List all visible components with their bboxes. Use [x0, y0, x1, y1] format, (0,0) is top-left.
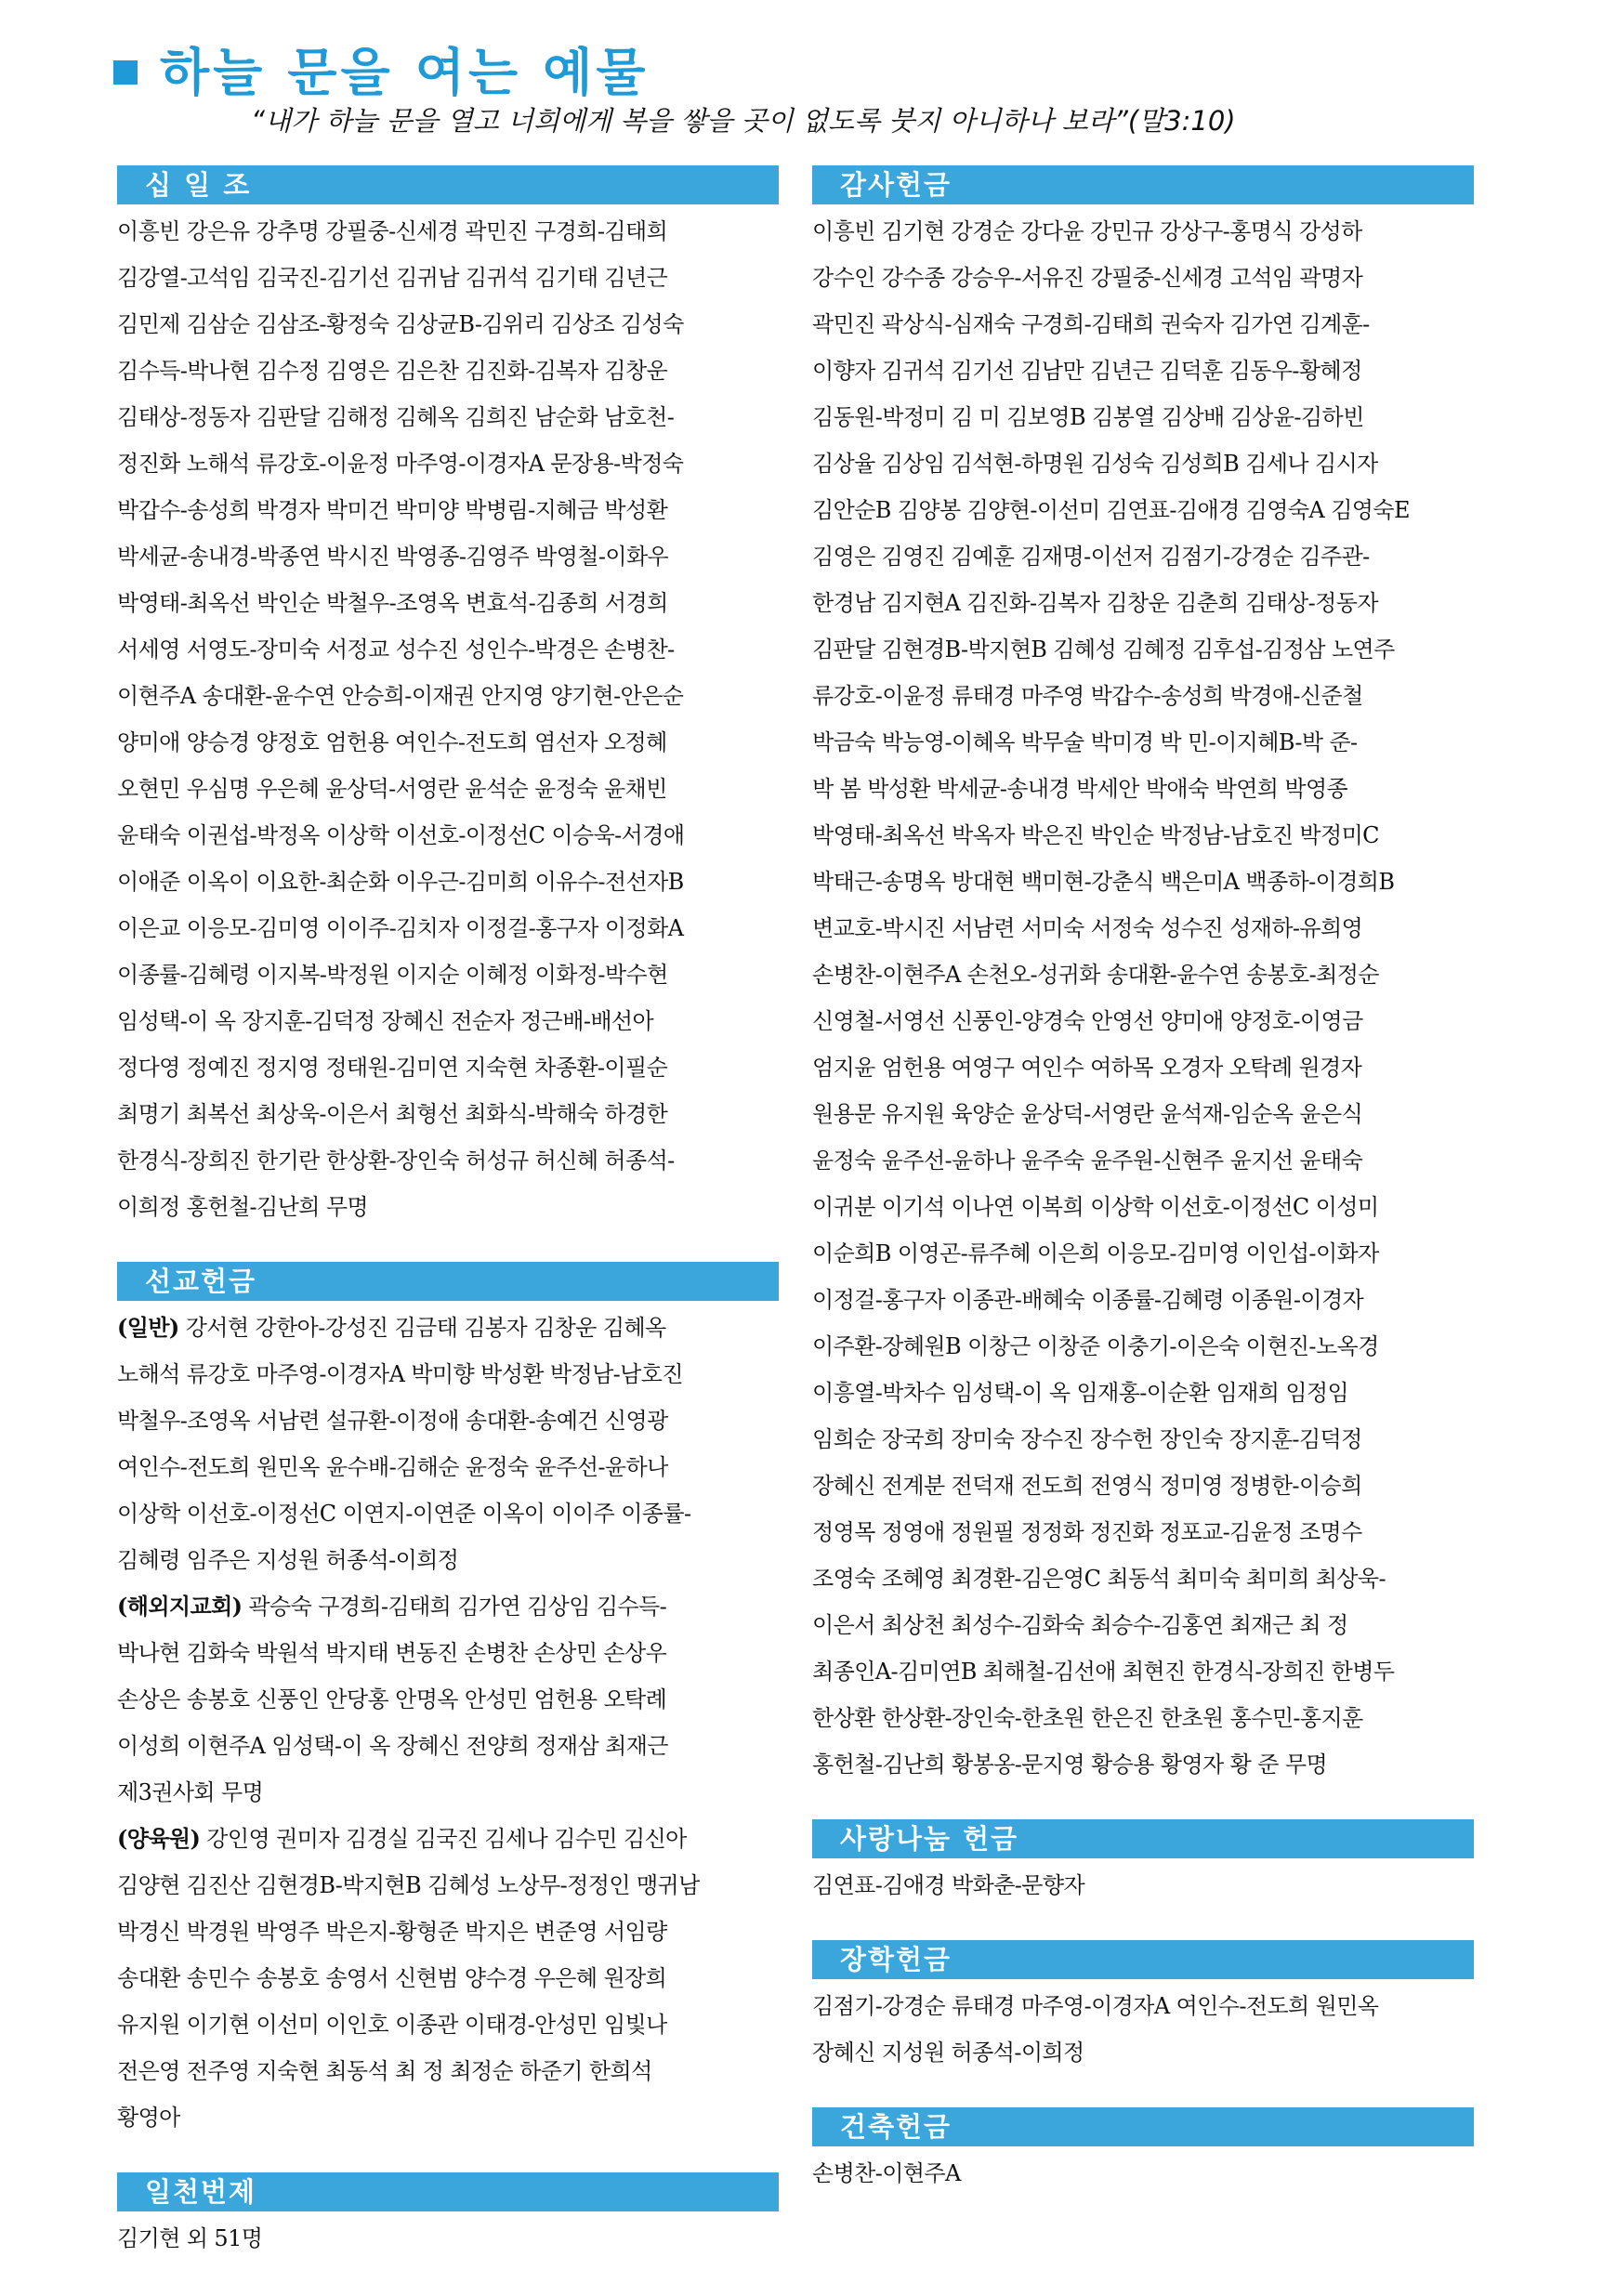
name-line: 노해석 류강호 마주영-이경자A 박미향 박성환 박정남-남호진 — [117, 1361, 683, 1387]
name-line: 박영태-최옥선 박인순 박철우-조영옥 변효석-김종희 서경희 — [117, 590, 668, 616]
name-line: 이흥열-박차수 임성택-이 옥 임재홍-이순환 임재희 임정임 — [812, 1380, 1349, 1406]
ilcheon-section — [117, 2172, 779, 2262]
name-line: 신영철-서영선 신풍인-양경숙 안영선 양미애 양정호-이영금 — [812, 1008, 1363, 1034]
name-line: 김안순B 김양봉 김양현-이선미 김연표-김애경 김영숙A 김영숙E — [812, 497, 1410, 523]
name-line: 장혜신 지성원 허종석-이희정 — [812, 2040, 1084, 2066]
name-line: 김연표-김애경 박화춘-문향자 — [812, 1872, 1085, 1898]
thanks-section — [812, 165, 1474, 1788]
name-line: 김태상-정동자 김판달 김해정 김혜옥 김희진 남순화 남호천- — [117, 404, 675, 430]
name-line — [117, 1583, 779, 1630]
name-line: 김점기-강경순 류태경 마주영-이경자A 여인수-전도희 원민옥 — [812, 1993, 1379, 2019]
name-line: 이귀분 이기석 이나연 이복희 이상학 이선호-이정선C 이성미 — [812, 1194, 1379, 1220]
name-line: 엄지윤 엄헌용 여영구 여인수 여하목 오경자 오탁례 원경자 — [812, 1055, 1362, 1081]
tithe-section — [117, 165, 779, 1230]
scholarship-section — [812, 1940, 1474, 2076]
name-line: 강수인 강수종 강승우-서유진 강필중-신세경 고석임 곽명자 — [812, 265, 1363, 291]
name-line: 류강호-이윤정 류태경 마주영 박갑수-송성희 박경애-신준철 — [812, 683, 1363, 709]
name-line: 김동원-박정미 김 미 김보영B 김봉열 김상배 김상윤-김하빈 — [812, 404, 1364, 430]
love-list — [812, 1862, 1474, 1909]
name-line: 김혜령 임주은 지성원 허종석-이희정 — [117, 1547, 459, 1573]
name-line: 장혜신 전계분 전덕재 전도희 전영식 정미영 정병한-이승희 — [812, 1473, 1362, 1499]
name-line — [117, 1305, 779, 1351]
name-line: 김기현 외 51명 — [117, 2225, 263, 2251]
name-line: 오현민 우심명 우은혜 윤상덕-서영란 윤석순 윤정숙 윤채빈 — [117, 776, 667, 802]
name-line: 이은교 이응모-김미영 이이주-김치자 이정걸-홍구자 이정화A — [117, 915, 684, 941]
name-line: 손상은 송봉호 신풍인 안당홍 안명옥 안성민 엄헌용 오탁례 — [117, 1686, 667, 1712]
name-line: 김판달 김현경B-박지현B 김혜성 김혜정 김후섭-김정삼 노연주 — [812, 636, 1395, 663]
mission-list — [117, 1305, 779, 2141]
name-line: 송대환 송민수 송봉호 송영서 신현범 양수경 우은혜 원장희 — [117, 1965, 667, 1991]
name-line: 정진화 노해석 류강호-이윤정 마주영-이경자A 문장용-박정숙 — [117, 451, 684, 477]
name-line: 손병찬-이현주A 손천오-성귀화 송대환-윤수연 송봉호-최정순 — [812, 962, 1379, 988]
tithe-header: 십 일 조 — [117, 165, 779, 204]
tithe-list — [117, 208, 779, 1230]
name-line: 제3권사회 무명 — [117, 1779, 264, 1805]
name-line: 윤태숙 이권섭-박정옥 이상학 이선호-이정선C 이승욱-서경애 — [117, 822, 685, 848]
name-line: 황영아 — [117, 2105, 180, 2131]
name-line: 이주환-장혜원B 이창근 이창준 이충기-이은숙 이현진-노옥경 — [812, 1333, 1379, 1359]
scholarship-header: 장학헌금 — [812, 1940, 1474, 1979]
name-line: 김양현 김진산 김현경B-박지현B 김혜성 노상무-정정인 맹귀남 — [117, 1872, 700, 1898]
building-list — [812, 2150, 1474, 2197]
bible-verse: “내가 하늘 문을 열고 너희에게 복을 쌓을 곳이 없도록 붓지 아니하나 보라”(말3:10) — [251, 105, 1236, 137]
name-line: 이은서 최상천 최성수-김화숙 최승수-김홍연 최재근 최 정 — [812, 1612, 1348, 1638]
name-line: 김강열-고석임 김국진-김기선 김귀남 김귀석 김기태 김년근 — [117, 265, 668, 291]
name-line: 박영태-최옥선 박옥자 박은진 박인순 박정남-남호진 박정미C — [812, 822, 1379, 848]
building-header: 건축헌금 — [812, 2107, 1474, 2146]
name-line: 원용문 유지원 육양순 윤상덕-서영란 윤석재-임순옥 윤은식 — [812, 1101, 1363, 1127]
name-line: 박세균-송내경-박종연 박시진 박영종-김영주 박영철-이화우 — [117, 544, 669, 570]
name-line: 박경신 박경원 박영주 박은지-황형준 박지은 변준영 서임량 — [117, 1919, 667, 1945]
name-line: 박 봄 박성환 박세균-송내경 박세안 박애숙 박연희 박영종 — [812, 776, 1348, 802]
love-section — [812, 1819, 1474, 1909]
group-line-text: 강서현 강한아-강성진 김금태 김봉자 김창운 김혜옥 — [185, 1315, 666, 1341]
building-section — [812, 2107, 1474, 2197]
name-line: 조영숙 조혜영 최경환-김은영C 최동석 최미숙 최미희 최상욱- — [812, 1566, 1386, 1592]
name-line: 이흥빈 강은유 강추명 강필중-신세경 곽민진 구경희-김태희 — [117, 218, 668, 244]
name-line: 이향자 김귀석 김기선 김남만 김년근 김덕훈 김동우-황혜정 — [812, 358, 1362, 384]
name-line: 최명기 최복선 최상욱-이은서 최형선 최화식-박해숙 하경한 — [117, 1101, 668, 1127]
mission-header: 선교헌금 — [117, 1262, 779, 1301]
name-line: 임성택-이 옥 장지훈-김덕정 장혜신 전순자 정근배-배선아 — [117, 1008, 654, 1034]
name-line: 한경식-장희진 한기란 한상환-장인숙 허성규 허신혜 허종석- — [117, 1148, 675, 1174]
name-line: 이현주A 송대환-윤수연 안승희-이재권 안지영 양기현-안은순 — [117, 683, 684, 709]
name-line: 윤정숙 윤주선-윤하나 윤주숙 윤주원-신현주 윤지선 윤태숙 — [812, 1148, 1363, 1174]
name-line: 박철우-조영옥 서남련 설규환-이정애 송대환-송예건 신영광 — [117, 1408, 668, 1434]
title-square-icon — [113, 60, 138, 85]
name-line: 양미애 양승경 양정호 엄헌용 여인수-전도희 염선자 오정혜 — [117, 729, 667, 755]
name-line: 변교호-박시진 서남련 서미숙 서정숙 성수진 성재하-유희영 — [812, 915, 1363, 941]
name-line: 여인수-전도희 원민옥 윤수배-김해순 윤정숙 윤주선-윤하나 — [117, 1454, 668, 1480]
name-line: 박금숙 박능영-이혜옥 박무술 박미경 박 민-이지혜B-박 준- — [812, 729, 1358, 755]
page-header — [113, 35, 649, 110]
right-column — [812, 165, 1474, 2228]
name-line: 정영목 정영애 정원필 정정화 정진화 정포교-김윤정 조명수 — [812, 1519, 1362, 1545]
name-line: 김민제 김삼순 김삼조-황정숙 김상균B-김위리 김상조 김성숙 — [117, 311, 684, 337]
name-line: 전은영 전주영 지숙현 최동석 최 정 최정순 하준기 한희석 — [117, 2058, 652, 2084]
ilcheon-list — [117, 2215, 779, 2262]
name-line: 김수득-박나현 김수정 김영은 김은찬 김진화-김복자 김창운 — [117, 358, 668, 384]
name-line: 홍헌철-김난희 황봉옹-문지영 황승용 황영자 황 준 무명 — [812, 1752, 1328, 1778]
group-line-text: 강인영 권미자 김경실 김국진 김세나 김수민 김신아 — [206, 1826, 687, 1852]
name-line: 이상학 이선호-이정선C 이연지-이연준 이옥이 이이주 이종률- — [117, 1501, 691, 1527]
name-line: 한상환 한상환-장인숙-한초원 한은진 한초원 홍수민-홍지훈 — [812, 1705, 1363, 1731]
left-column — [117, 165, 779, 2293]
name-line: 손병찬-이현주A — [812, 2160, 961, 2186]
name-line: 임희순 장국희 장미숙 장수진 장수헌 장인숙 장지훈-김덕정 — [812, 1426, 1362, 1452]
thanks-list — [812, 208, 1474, 1788]
group-label: (일반) — [117, 1314, 179, 1341]
scholarship-list — [812, 1983, 1474, 2076]
name-line: 이정걸-홍구자 이종관-배혜숙 이종률-김혜령 이종원-이경자 — [812, 1287, 1364, 1313]
name-line: 김상율 김상임 김석현-하명원 김성숙 김성희B 김세나 김시자 — [812, 451, 1378, 477]
mission-group-overseas — [117, 1583, 779, 1816]
name-line: 박태근-송명옥 방대현 백미현-강춘식 백은미A 백종하-이경희B — [812, 869, 1395, 895]
group-label: (해외지교회) — [117, 1593, 243, 1620]
page-title: 하늘 문을 여는 예물 — [160, 43, 650, 102]
name-line: 이애준 이옥이 이요한-최순화 이우근-김미희 이유수-전선자B — [117, 869, 684, 895]
name-line: 최종인A-김미연B 최해철-김선애 최현진 한경식-장희진 한병두 — [812, 1659, 1395, 1685]
name-line: 박나현 김화숙 박원석 박지태 변동진 손병찬 손상민 손상우 — [117, 1640, 667, 1666]
name-line: 박갑수-송성희 박경자 박미건 박미양 박병림-지혜금 박성환 — [117, 497, 668, 523]
love-header: 사랑나눔 헌금 — [812, 1819, 1474, 1858]
name-line: 이희정 홍헌철-김난희 무명 — [117, 1194, 368, 1220]
name-line — [117, 1816, 779, 1862]
name-line: 이흥빈 김기현 강경순 강다윤 강민규 강상구-홍명식 강성하 — [812, 218, 1362, 244]
name-line: 한경남 김지현A 김진화-김복자 김창운 김춘희 김태상-정동자 — [812, 590, 1378, 616]
name-line: 이성희 이현주A 임성택-이 옥 장혜신 전양희 정재삼 최재근 — [117, 1733, 668, 1759]
mission-section — [117, 1262, 779, 2141]
mission-group-orphanage — [117, 1816, 779, 2141]
group-line-text: 곽승숙 구경희-김태희 김가연 김상임 김수득- — [248, 1594, 667, 1620]
name-line: 유지원 이기현 이선미 이인호 이종관 이태경-안성민 임빛나 — [117, 2012, 667, 2038]
name-line: 서세영 서영도-장미숙 서정교 성수진 성인수-박경은 손병찬- — [117, 636, 675, 663]
name-line: 정다영 정예진 정지영 정태원-김미연 지숙현 차종환-이필순 — [117, 1055, 668, 1081]
name-line: 이종률-김혜령 이지복-박정원 이지순 이혜정 이화정-박수현 — [117, 962, 668, 988]
group-label: (양육원) — [117, 1825, 201, 1852]
thanks-header: 감사헌금 — [812, 165, 1474, 204]
mission-group-general — [117, 1305, 779, 1583]
name-line: 이순희B 이영곤-류주혜 이은희 이응모-김미영 이인섭-이화자 — [812, 1240, 1379, 1266]
ilcheon-header: 일천번제 — [117, 2172, 779, 2211]
name-line: 곽민진 곽상식-심재숙 구경희-김태희 권숙자 김가연 김계훈- — [812, 311, 1370, 337]
name-line: 김영은 김영진 김예훈 김재명-이선저 김점기-강경순 김주관- — [812, 544, 1370, 570]
